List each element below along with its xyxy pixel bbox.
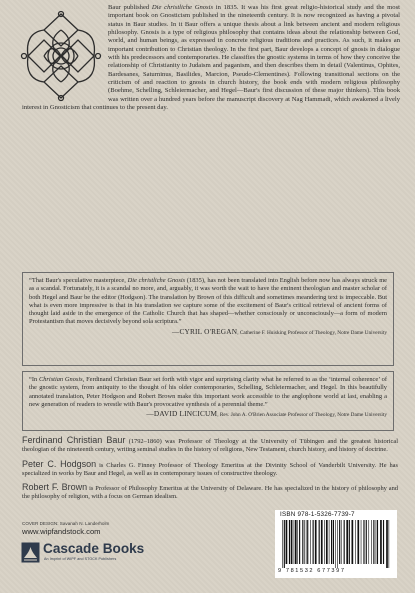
publisher-name: Cascade Books [43,541,145,556]
quote-text: (1835), has not been translated into English before now has always struck me as a scandal. Fortunately, it is a scandal no more, and, arguably, it was worth the wait to have the eminent theologian and master scholar of both Hegel and Baur be the editor (Hodgson). The translation by Brown of this difficult and sometimes meandering text is impeccable. But what is even more impressive is that in his translation we capture some of the excitement of Baur's critical retrieval of ancient forms of thought laid aside in the emergence of the Catholic Church that has shaped—whether consciously or unconsciously—a form of modern Protestantism that moves decisively beyond sola scriptura.” [29,277,387,326]
barcode-bar [306,520,307,564]
bio-name: Ferdinand Christian Baur [22,435,126,445]
cascade-books-logo-icon [21,542,40,563]
barcode-bar [363,520,364,564]
barcode-bar [304,520,305,564]
barcode-bar [383,520,384,564]
isbn-label: ISBN 978-1-5326-7739-7 [280,511,355,518]
barcode-bar [289,520,290,564]
barcode-bar [376,520,377,564]
barcode-bar [329,520,330,564]
bio-name: Robert F. Brown [22,482,88,493]
bio-baur [22,436,398,455]
barcode-bar [324,520,325,564]
barcode-bar [313,520,314,564]
barcode-bar [371,520,372,564]
barcode-bar [326,520,328,564]
barcode-bar [389,520,390,568]
barcode-bar [295,520,297,564]
description-text: in 1835. It was his first great religio-historical study and the most important book on Gnosticism published in the nineteenth century. It is now recognized as having a pivotal status in Baur studies. In it Baur offers a unique thesis about a link between ancient and modern religious philosophy. Gnosis is a type of religious philosophy that contains ideas about the relationship between God, world, and human beings, as expressed in concrete religious traditions and practices. As such, it makes an important contribution to Christian theology. In the first part, Baur develops a concept of gnosis in dialogue with his predecessors and contemporaries. He classifies the gnostic systems in terms of how they conceive the relationship of Christianity to Judaism and paganism, and then describes them in detail (Valentinus, Ophites, Bardesanes, Saturninus, Basilides, Marcion, Pseudo-Clementines). Following transitional sections on the criticism of and reaction to gnosis in church history, the book ends with modern religious philosophy (Boehme, Schelling, Schleiermacher, and Hegel—Baur's first discussion of these major thinkers). This book was written over a hundred years before the manuscript discovery at Nag Hammadi, which awakened a lively interest in Gnosticism that continues to the present day. [22,4,400,112]
endorsement-quote-lincicum [22,371,394,431]
bio-name: Peter C. Hodgson [22,458,97,469]
description-text: Baur published [108,4,152,11]
barcode-bar [341,520,342,564]
barcode-bar [282,520,283,568]
barcode-bar [377,520,378,564]
barcode-bar [355,520,356,564]
bio-text: (1792–1860) was Professor of Theology at the University of Tübingen and the greatest historical theologian of the nineteenth century, writing seminal studies in the history of religions, New Testament, church history, and history of doctrine. [22,438,398,454]
publisher-subtitle: An Imprint of WIPF and STOCK Publishers [44,557,117,561]
bio-hodgson [22,460,398,479]
barcode-bar [373,520,374,564]
barcode-bar [346,520,348,564]
barcode-bar [333,520,334,564]
barcode-bar [380,520,382,564]
barcode-bar [310,520,311,564]
barcode-bar [299,520,300,564]
barcode-bar [366,520,367,564]
barcode-bar [361,520,362,564]
barcode-digits: 9 781532 677397 [278,568,346,574]
isbn-barcode [275,510,397,578]
barcode-bar [291,520,293,564]
quote-text: “In [29,376,39,383]
quote-attribution [29,410,387,419]
author-bios [22,436,398,507]
endorser-role: , Catherine F. Huisking Professor of Theology, Notre Dame University [237,329,387,336]
barcode-bar [337,520,338,568]
barcode-bar [386,520,388,568]
quote-italic-title: Die christliche Gnosis [127,277,186,284]
barcode-bar [321,520,323,564]
barcode-bar [368,520,369,564]
barcode-bar [307,520,308,564]
endorsement-quote-oregan [22,272,394,366]
barcode-bar [315,520,317,564]
barcode-bar [349,520,350,564]
quote-text: , Ferdinand Christian Baur set forth with vigor and surprising clarity what he referred to as the ‘internal coherence’ of the gnostic system, from antiquity to the thought of his older contemporaries, Schelling, Schleiermacher, and Hegel. In this beautifully annotated translation, Peter Hodgson and Robert Brown make this important work accessible to the anglophone world at last, enabling a new generation of readers to wrestle with Baur's provocative synthesis of a perennial theme.” [29,376,387,408]
barcode-bars-icon [281,520,391,568]
barcode-bar [294,520,295,564]
book-title-italic: Die christliche Gnosis [151,4,214,11]
publisher-website: www.wipfandstock.com [22,527,101,536]
quote-text: “That Baur's speculative masterpiece, [29,277,128,284]
barcode-bar [344,520,345,564]
barcode-bar [302,520,303,564]
barcode-bar [335,520,336,568]
book-description [22,4,400,112]
barcode-bar [284,520,285,568]
endorser-role: , Rev. John A. O'Brien Associate Professor of Theology, Notre Dame University [217,412,387,419]
cover-design-credit: COVER DESIGN: Savanah N. Landerholm [22,521,110,526]
barcode-bar [331,520,332,564]
barcode-bar [339,520,340,564]
barcode-bar [297,520,298,564]
bio-text: is Professor of Philosophy Emeritus at the University of Delaware. He has specialized in the history of philosophy and the philosophy of religion, with a focus on German idealism. [22,485,398,501]
barcode-bar [319,520,320,564]
barcode-bar [357,520,359,564]
endorser-name: —DAVID LINCICUM [146,409,218,419]
bio-text: is Charles G. Finney Professor of Theology Emeritus at the Divinity School of Vanderbilt University. He has specialized in works by Baur and Hegel, as well as in contemporary issues of constructive theology. [22,461,398,477]
barcode-bar [286,520,288,564]
endorser-name: —CYRIL O'REGAN [171,326,238,336]
bio-brown [22,483,398,502]
quote-attribution [29,328,387,337]
publisher-logo [20,540,152,570]
barcode-bar [352,520,354,564]
quote-italic-title: Christian Gnosis [38,376,83,383]
